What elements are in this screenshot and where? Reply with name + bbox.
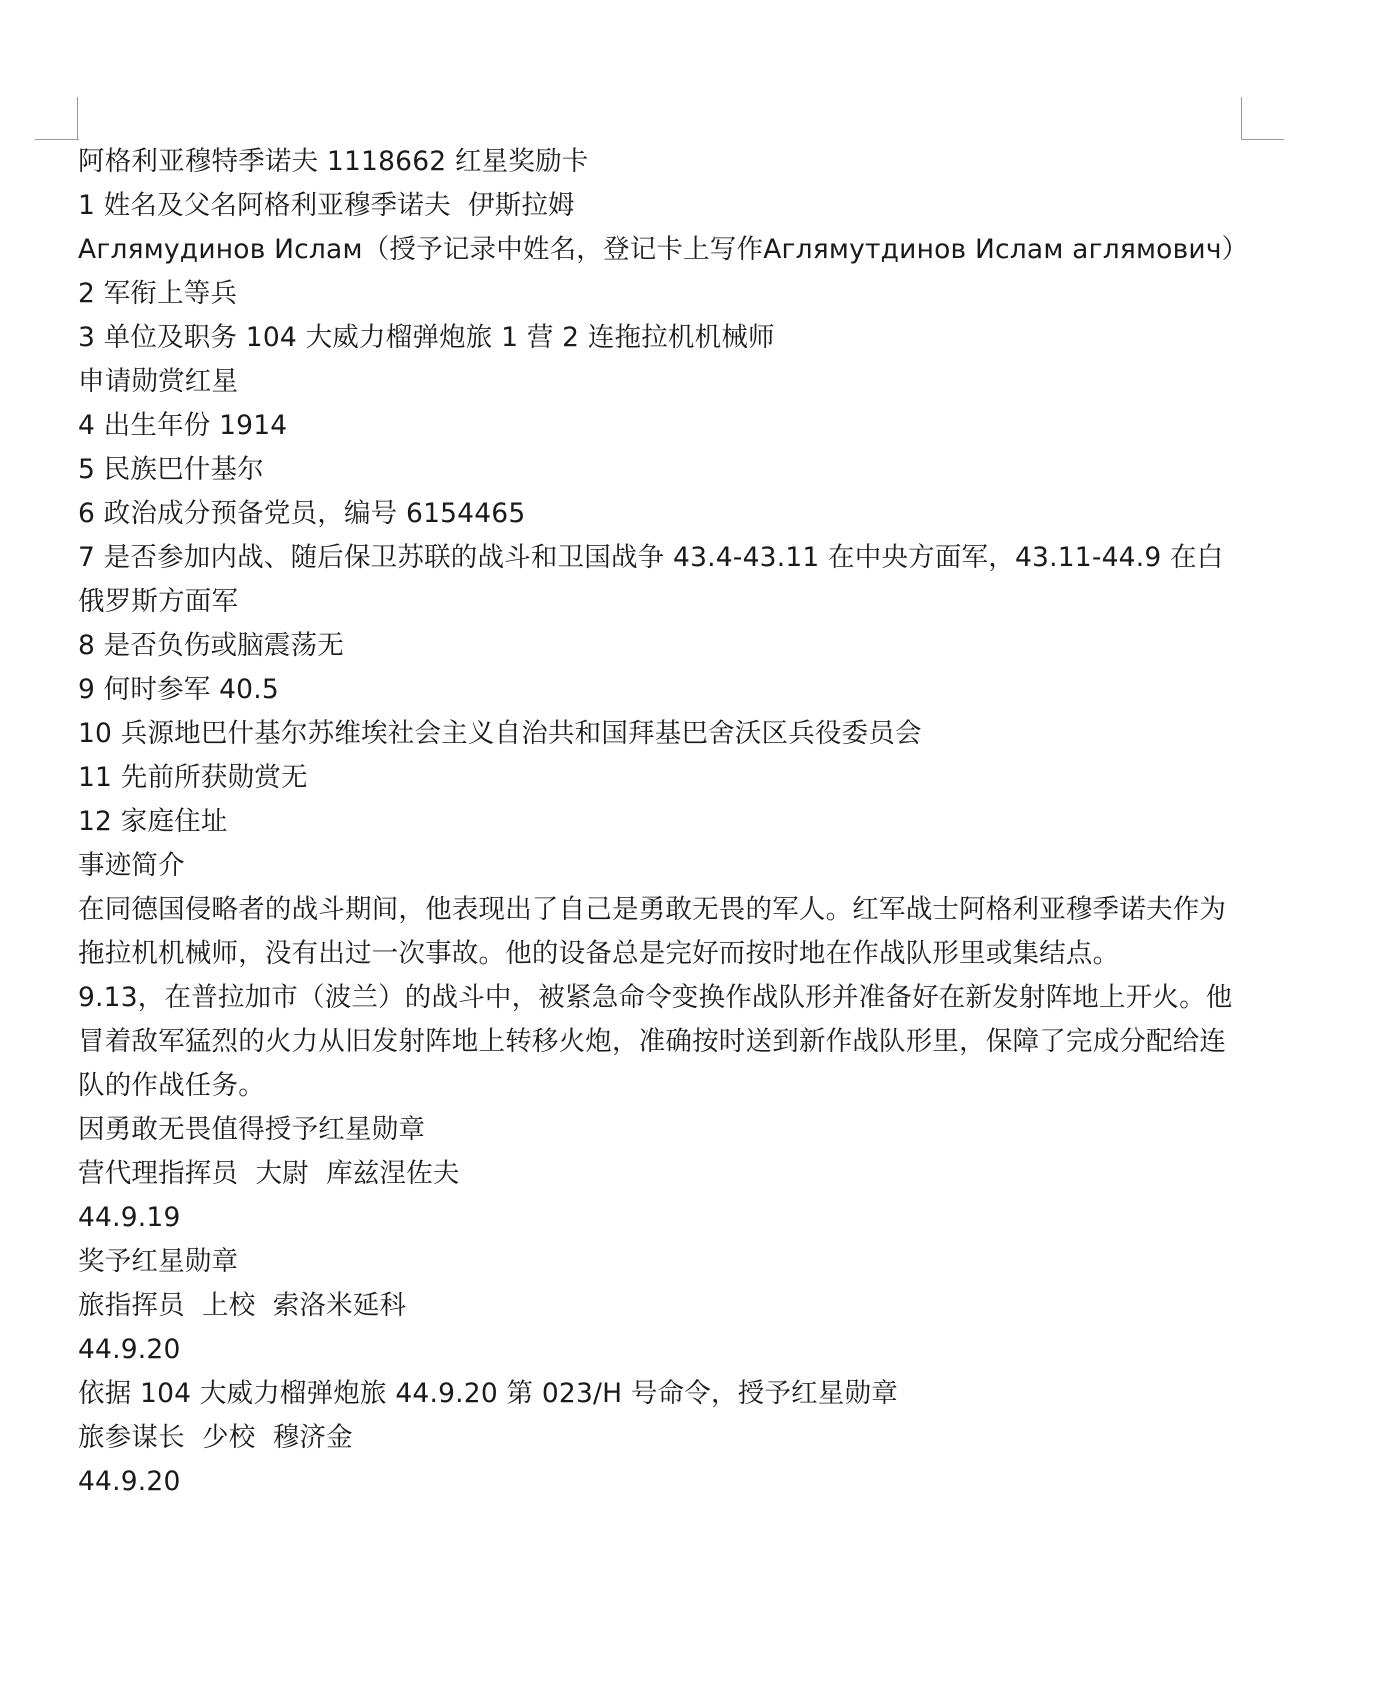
award-request: 申请勋赏红星 <box>78 366 239 397</box>
signature-chief-of-staff: 旅参谋长 少校 穆济金 <box>78 1422 353 1453</box>
deeds-paragraph-1: 在同德国侵略者的战斗期间，他表现出了自己是勇敢无畏的军人。红军战士阿格利亚穆季诺夫作为拖拉机机械师，没有出过一次事故。他的设备总是完好而按时地在作战队形里或集结点。 <box>78 894 1227 969</box>
field-9-enlistment: 9 何时参军 40.5 <box>78 674 279 705</box>
date-1: 44.9.19 <box>78 1202 181 1233</box>
date-2: 44.9.20 <box>78 1334 181 1365</box>
field-8-wounds: 8 是否负伤或脑震荡无 <box>78 630 344 661</box>
deeds-heading: 事迹简介 <box>78 850 185 881</box>
date-3: 44.9.20 <box>78 1466 181 1497</box>
field-12-home-address: 12 家庭住址 <box>78 806 228 837</box>
document-body <box>78 140 1248 1504</box>
field-2-rank: 2 军衔上等兵 <box>78 278 238 309</box>
field-11-previous-awards: 11 先前所获勋赏无 <box>78 762 308 793</box>
field-7-war-participation: 7 是否参加内战、随后保卫苏联的战斗和卫国战争 43.4-43.11 在中央方面军，43.11-44.9 在白俄罗斯方面军 <box>78 542 1224 617</box>
field-6-party: 6 政治成分预备党员，编号 6154465 <box>78 498 526 529</box>
field-4-birth-year: 4 出生年份 1914 <box>78 410 288 441</box>
field-10-draft-office: 10 兵源地巴什基尔苏维埃社会主义自治共和国拜基巴舍沃区兵役委员会 <box>78 718 922 749</box>
field-3-unit-position: 3 单位及职务 104 大威力榴弹炮旅 1 营 2 连拖拉机机械师 <box>78 322 775 353</box>
award-decision: 奖予红星勋章 <box>78 1246 239 1277</box>
field-5-nationality: 5 民族巴什基尔 <box>78 454 264 485</box>
recommendation: 因勇敢无畏值得授予红星勋章 <box>78 1114 426 1145</box>
field-1-name: 1 姓名及父名阿格利亚穆季诺夫 伊斯拉姆 <box>78 190 575 221</box>
signature-battalion-commander: 营代理指挥员 大尉 库兹涅佐夫 <box>78 1158 460 1189</box>
signature-brigade-commander: 旅指挥员 上校 索洛米延科 <box>78 1290 407 1321</box>
deeds-paragraph-2: 9.13，在普拉加市（波兰）的战斗中，被紧急命令变换作战队形并准备好在新发射阵地上开火。他冒着敌军猛烈的火力从旧发射阵地上转移火炮，准确按时送到新作战队形里，保障了完成分配给连队的作战任务。 <box>78 982 1233 1101</box>
document-title: 阿格利亚穆特季诺夫 1118662 红星奖励卡 <box>78 146 589 177</box>
award-order: 依据 104 大威力榴弹炮旅 44.9.20 第 023/H 号命令，授予红星勋章 <box>78 1378 898 1409</box>
page-margin-corner-top-right <box>1240 97 1284 141</box>
field-1-russian-name: Аглямудинов Ислам（授予记录中姓名，登记卡上写作Аглямутдинов Ислам аглямович） <box>78 234 1249 265</box>
page-margin-corner-top-left <box>35 97 79 141</box>
